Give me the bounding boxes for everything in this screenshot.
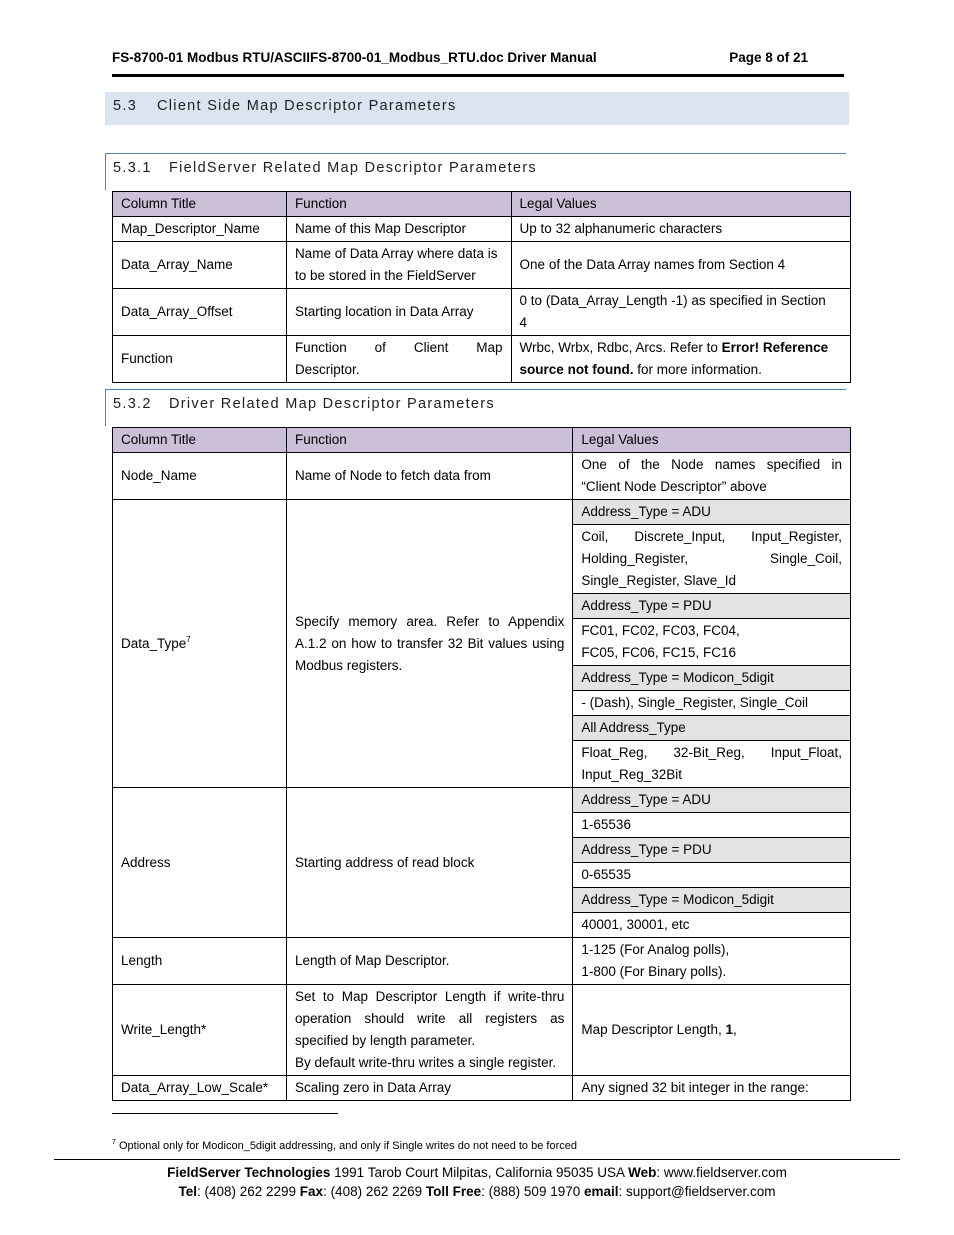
table-row-data-type xyxy=(113,500,851,525)
cell-legal-values: 0 to (Data_Array_Length -1) as specified in Section 4 xyxy=(511,289,850,336)
cell-legal-values: Up to 32 alphanumeric characters xyxy=(511,217,850,242)
driver-parameters-table xyxy=(112,427,851,1101)
email-link: : support@fieldserver.com xyxy=(618,1184,776,1199)
footer-line-contact: Tel: (408) 262 2299 Fax: (408) 262 2269 Toll Free: (888) 509 1970 email: support@fieldserver.com xyxy=(178,1184,776,1199)
cell-function: Function of Client Map Descriptor. xyxy=(286,336,511,383)
cell-function: Name of Node to fetch data from xyxy=(286,453,572,500)
table-row-address xyxy=(113,788,851,813)
cell-column-title: Map_Descriptor_Name xyxy=(113,217,287,242)
subsection-title: Driver Related Map Descriptor Parameters xyxy=(169,396,495,412)
cell-column-title: Data_Type$^7$ xyxy=(113,500,287,788)
website-link: : www.fieldserver.com xyxy=(656,1165,787,1180)
cell-column-title: Data_Array_Name xyxy=(113,242,287,289)
section-number: 5.3 xyxy=(113,98,138,114)
cell-address-type-heading: Address_Type = PDU xyxy=(573,594,851,619)
cell-address-type-heading: Address_Type = ADU xyxy=(573,788,851,813)
footnote-mark: 7 xyxy=(112,1139,116,1146)
cell-address-type-heading: Address_Type = PDU xyxy=(573,838,851,863)
cell-column-title: Data_Array_Low_Scale* xyxy=(113,1076,287,1101)
cell-column-title: Function xyxy=(113,336,287,383)
section-title: Client Side Map Descriptor Parameters xyxy=(157,98,457,114)
cell-legal-values: 1-65536 xyxy=(573,813,851,838)
cell-legal-values: 40001, 30001, etc xyxy=(573,913,851,938)
document-title: FS-8700-01 Modbus RTU/ASCIIFS-8700-01_Modbus_RTU.doc Driver Manual xyxy=(112,50,597,65)
page-number: Page 8 of 21 xyxy=(729,50,808,65)
column-header: Function xyxy=(286,192,511,217)
cell-legal-values: One of the Node names specified in “Client Node Descriptor” above xyxy=(573,453,851,500)
cell-function: Set to Map Descriptor Length if write-thru operation should write all registers as specified by length parameter. By default write-thru writes a single register. xyxy=(286,985,572,1076)
column-header: Legal Values xyxy=(511,192,850,217)
table-row xyxy=(113,217,851,242)
section-heading xyxy=(105,92,849,125)
table-row-low-scale xyxy=(113,1076,851,1101)
table-header-row xyxy=(113,192,851,217)
cell-column-title: Node_Name xyxy=(113,453,287,500)
cell-address-type-heading: All Address_Type xyxy=(573,716,851,741)
cell-legal-values: Map Descriptor Length, 1, xyxy=(573,985,851,1076)
cell-address-type-heading: Address_Type = Modicon_5digit xyxy=(573,666,851,691)
cell-function: Starting location in Data Array xyxy=(286,289,511,336)
cell-function: Starting address of read block xyxy=(286,788,572,938)
cell-legal-values: 0-65535 xyxy=(573,863,851,888)
footer-divider xyxy=(54,1159,900,1160)
subsection-number: 5.3.2 xyxy=(113,396,152,412)
table-row xyxy=(113,242,851,289)
footer-line-address: FieldServer Technologies 1991 Tarob Court Milpitas, California 95035 USA Web: www.fieldserver.com xyxy=(167,1165,787,1180)
cell-column-title: Address xyxy=(113,788,287,938)
footnote xyxy=(112,1140,577,1152)
column-header: Function xyxy=(286,428,572,453)
cell-function: Scaling zero in Data Array xyxy=(286,1076,572,1101)
cell-legal-values: - (Dash), Single_Register, Single_Coil xyxy=(573,691,851,716)
subsection-title: FieldServer Related Map Descriptor Parameters xyxy=(169,160,537,176)
table-row xyxy=(113,336,851,383)
footnote-text: Optional only for Modicon_5digit addressing, and only if Single writes do not need to be forced xyxy=(118,1140,577,1152)
cell-function: Name of Data Array where data is to be stored in the FieldServer xyxy=(286,242,511,289)
cell-column-title: Length xyxy=(113,938,287,985)
column-header: Column Title xyxy=(113,428,287,453)
cell-address-type-heading: Address_Type = ADU xyxy=(573,500,851,525)
table-row-node-name xyxy=(113,453,851,500)
fieldserver-parameters-table xyxy=(112,191,851,383)
cell-legal-values: Coil, Discrete_Input, Input_Register, Holding_Register, Single_Coil, Single_Register, Slave_Id xyxy=(573,525,851,594)
cell-legal-values: One of the Data Array names from Section 4 xyxy=(511,242,850,289)
cell-legal-values: FC01, FC02, FC03, FC04, FC05, FC06, FC15, FC16 xyxy=(573,619,851,666)
page-header xyxy=(112,50,844,77)
footnote-divider xyxy=(112,1113,338,1114)
cell-function: Name of this Map Descriptor xyxy=(286,217,511,242)
cell-address-type-heading: Address_Type = Modicon_5digit xyxy=(573,888,851,913)
column-header: Column Title xyxy=(113,192,287,217)
table-header-row xyxy=(113,428,851,453)
cell-legal-values: Wrbc, Wrbx, Rdbc, Arcs. Refer to Error! Reference source not found. for more information. xyxy=(511,336,850,383)
page-footer xyxy=(0,1163,954,1201)
cell-column-title: Write_Length* xyxy=(113,985,287,1076)
subsection-heading-fieldserver xyxy=(105,153,846,190)
column-header: Legal Values xyxy=(573,428,851,453)
table-row-write-length xyxy=(113,985,851,1076)
table-row xyxy=(113,289,851,336)
cell-legal-values: 1-125 (For Analog polls), 1-800 (For Binary polls). xyxy=(573,938,851,985)
subsection-number: 5.3.1 xyxy=(113,160,152,176)
cell-column-title: Data_Array_Offset xyxy=(113,289,287,336)
table-row-length xyxy=(113,938,851,985)
cell-function: Specify memory area. Refer to Appendix A.1.2 on how to transfer 32 Bit values using Modbus registers. xyxy=(286,500,572,788)
cell-legal-values: Float_Reg, 32-Bit_Reg, Input_Float, Input_Reg_32Bit xyxy=(573,741,851,788)
cell-legal-values: Any signed 32 bit integer in the range: xyxy=(573,1076,851,1101)
error-reference: Error! Reference source not found. xyxy=(519,340,829,377)
cell-function: Length of Map Descriptor. xyxy=(286,938,572,985)
footnote-ref: 7 xyxy=(186,634,191,644)
subsection-heading-driver xyxy=(105,389,846,426)
